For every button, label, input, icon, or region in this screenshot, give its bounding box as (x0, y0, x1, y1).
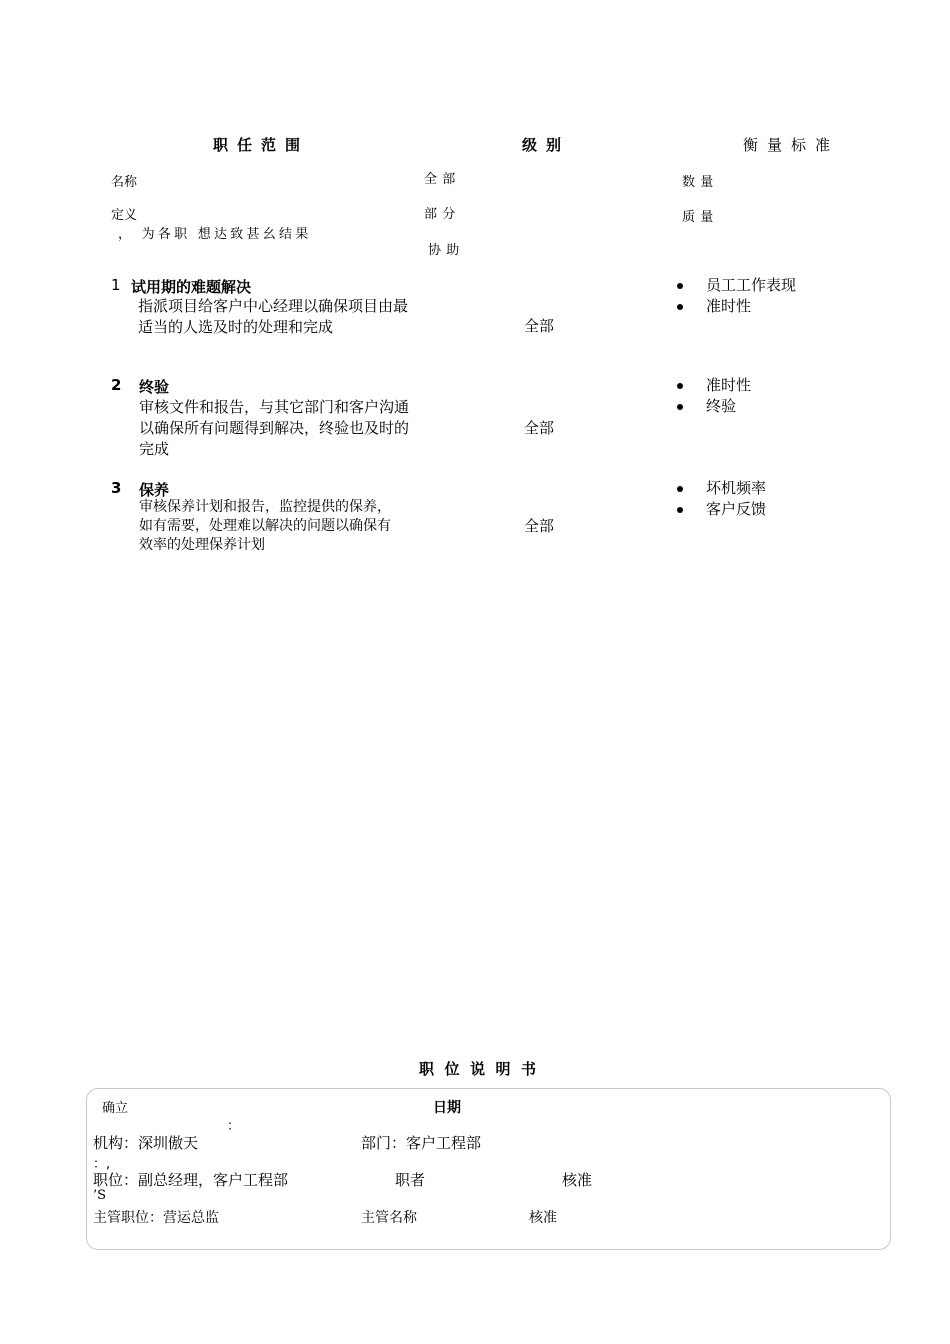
level-header: 级别 (522, 136, 571, 154)
definition-label: 定义 (111, 208, 138, 223)
scope-header: 职任范围 (213, 136, 310, 154)
item-title: 终验 (139, 378, 170, 396)
stray-mark: ：, (93, 1157, 111, 1172)
item-number: 1 (111, 276, 121, 294)
colon-mark: ： (227, 1119, 241, 1134)
position-field: 职位：副总经理，客户工程部 (93, 1171, 289, 1189)
item-level: 全部 (524, 419, 555, 437)
level-assist-label: 协助 (428, 243, 465, 258)
supervisor-position-field: 主管职位：营运总监 (93, 1210, 219, 1226)
item-description: 审核文件和报告，与其它部门和客户沟通以确保所有问题得到解决，终验也及时的完成 (139, 398, 410, 458)
stray-mark-2: ’S (93, 1188, 107, 1203)
item-measures (677, 478, 766, 520)
measure-item: 客户反馈 (677, 499, 766, 520)
level-partial-label: 部分 (424, 207, 461, 222)
department-field: 部门：客户工程部 (361, 1134, 482, 1152)
item-measures (677, 275, 796, 317)
supervisor-name-label: 主管名称 (361, 1210, 417, 1226)
measure-header: 衡量标准 (743, 136, 840, 154)
holder-label: 职者 (395, 1171, 426, 1189)
name-label: 名称 (111, 175, 138, 190)
measure-item: 员工工作表现 (677, 275, 796, 296)
approve-label-2: 核准 (529, 1210, 557, 1226)
document-title: 职位说明书 (419, 1060, 547, 1078)
definition-text: ， 为各职 想达致甚幺结果 (118, 227, 312, 242)
item-measures (677, 375, 751, 417)
measure-item: 坏机频率 (677, 478, 766, 499)
quantity-label: 数量 (682, 175, 719, 190)
item-description: 指派项目给客户中心经理以确保项目由最适当的人选及时的处理和完成 (138, 297, 409, 336)
level-all-label: 全部 (424, 172, 461, 187)
item-level: 全部 (524, 317, 555, 335)
confirm-label: 确立 (102, 1101, 129, 1116)
org-field: 机构：深圳傲天 (93, 1134, 199, 1152)
measure-item: 准时性 (677, 296, 796, 317)
item-number: 3 (111, 479, 122, 497)
quality-label: 质量 (682, 210, 719, 225)
measure-item: 终验 (677, 396, 751, 417)
date-label: 日期 (433, 1100, 461, 1116)
item-title: 保养 (139, 481, 170, 499)
item-title: 试用期的难题解决 (131, 278, 252, 296)
item-level: 全部 (524, 517, 555, 535)
approve-label: 核准 (562, 1171, 593, 1189)
item-description: 审核保养计划和报告，监控提供的保养，如有需要，处理难以解决的问题以确保有效率的处理保养计划 (139, 499, 391, 553)
measure-item: 准时性 (677, 375, 751, 396)
item-number: 2 (111, 376, 122, 394)
